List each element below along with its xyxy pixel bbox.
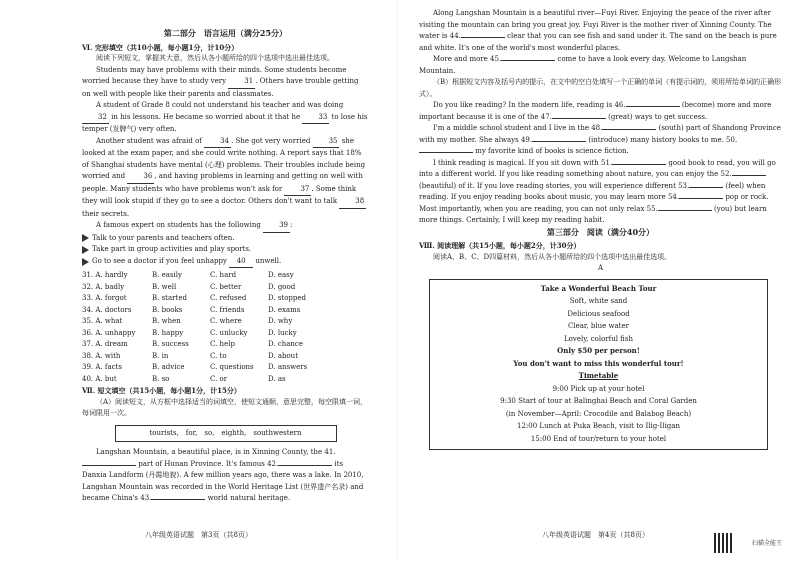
blank-54 [679,198,723,199]
blank-51 [612,164,666,165]
scanner-watermark: 扫描全能王 [751,539,782,547]
arrow-icon [82,246,89,254]
option-row: 31. A. hardly B. easily C. hard D. easy [82,271,294,279]
schedule-item: 12:00 Lunch at Puka Beach, visit to Ilig-Iligan [517,422,680,430]
section-title: 第二部分 语言运用（满分25分） [163,28,288,38]
blank-55 [658,210,712,211]
schedule-item: 9:30 Start of tour at Balinghai Beach and Coral Garden [500,397,697,405]
blank-47 [552,118,606,119]
blank-35: 35 [313,136,340,149]
part2-title: Ⅶ. 短文填空（共15小题，每小题1分，计15分） [82,386,241,395]
cloze-paragraph-3: Another student was afraid of 34 . She got very worried 35 she looked at the exam paper, and she could write nothing. A report says that 18% of Shanghai students have mental (心理) problems. Their troubles include being worried and 36 , and having problems in learning and getting on well with people. Many students who have problems won't ask for 37 . Some think they will look stupid if they go to see a doctor. Others don't want to talk 38 their secrets. [82,136,366,218]
option-row: 34. A. doctors B. books C. friends D. exams [82,305,301,314]
tour-slogan: You don't want to miss this wonderful tour! [513,358,684,368]
cloze-paragraph-1: Students may have problems with their minds. Some students become worried because they have to study very 31 . Others have trouble getting on well with people like their parents and classmates. [82,65,359,98]
langshan-paragraph: Langshan Mountain, a beautiful place, is in Xinning County, the 41. part of Hunan Province. It's famous 42. its Danxia Landform (丹霞地貌). A few million years ago, there was a lake. In 2010, Langshan Mountain was recorded in the World Heritage List (世界遗产名录) and became China's 43. world natural heritage. [82,448,364,502]
option-row: 33. A. forgot B. started C. refused D. stopped [82,294,307,302]
blank-49 [532,141,586,142]
schedule-item: 15:00 End of tour/return to your hotel [530,434,667,443]
advice-bullet-2: Take part in group activities and play sports. [82,244,369,256]
reading-paragraph-3: I think reading is magical. If you sit down with 51. good book to read, you will go into a different world. If you like reading something about nature, you can enjoy the 52. (beautiful) of it. If you love reading stories, you will experience different 53. (feel) when reading. If you enjoy reading books about music, you may learn more 54. pop or rock. Most importantly, when you are reading, you can not only relax 55. (you) but learn more things. Certainly, I will keep my reading habit. [419,158,776,224]
word-box: tourists, for, so, eighth, southwestern [115,425,337,443]
blank-39: 39 [263,220,290,233]
part8-title: Ⅷ. 阅读理解（共15小题，每小题2分，计30分） [419,241,581,250]
page-footer: 八年级英语试题 第4页（共8页） [542,530,649,539]
blank-41 [82,465,136,466]
option-row: 38. A. with B. in C. to D. about [82,351,299,360]
blank-48 [602,129,656,130]
arrow-icon [82,258,89,266]
tourists-paragraph: More and more 45. come to have a look every day. Welcome to Langshan Mountain. [419,55,747,75]
advice-bullet-1: Talk to your parents and teachers often. [82,233,369,245]
reading-paragraph-2: I'm a middle school student and I live in the 48. (south) part of Shandong Province with my mother. She always 49. (introduce) many history books to me. 50. my favorite kind of books is science fiction. [419,124,781,155]
blank-33: 33 [302,112,329,125]
cloze-paragraph-4: A famous expert on students has the following 39 : [82,220,369,233]
tour-feature: Delicious seafood [567,309,630,318]
options-list [82,270,369,385]
part1-instruction: 阅读下列短文，掌握其大意，然后从各小题所给的四个选项中选出最佳选项。 [96,54,334,62]
blank-38: 38 [339,196,366,209]
page-4 [397,0,794,561]
blank-32: 32 [82,112,109,125]
blank-40: 40 [229,256,253,269]
qr-code-icon [714,533,734,553]
blank-53 [689,187,723,188]
part8-instruction: 阅读A、B、C、D四篇材料，然后从各小题所给的四个选项中选出最佳选项。 [433,252,672,261]
option-row: 32. A. badly B. well C. better D. good [82,282,296,291]
reading-paragraph-1: Do you like reading? In the modern life, reading is 46. (become) more and more important because it is one of the 47. (great) ways to get success. [419,101,772,121]
option-row: 37. A. dream B. success C. help D. chance [82,340,303,348]
blank-45 [501,60,555,61]
blank-46 [626,106,680,107]
fuyi-paragraph: Along Langshan Mountain is a beautiful river—Fuyi River. Enjoying the peace of the river after visiting the mountain can bring you great joy. Fuyi River is the mother river of Xinning County. The water is 44. clear that you can see fish and sand under it. The sand on the beach is pure and white. It's one of the world's most wonderful places. [419,9,777,52]
option-row: 40. A. but B. so C. or D. as [82,374,286,383]
blank-37: 37 [284,184,311,197]
tour-feature: Clear, blue water [567,322,629,330]
blank-42 [278,465,332,466]
blank-52 [732,175,766,176]
arrow-icon [82,234,89,242]
blank-50 [419,152,473,153]
passage-a-label: A [597,264,604,272]
schedule-item: (in November—April: Crocodile and Balabog Beach) [505,409,692,418]
part-b-instruction: （B）根据短文内容及括号内的提示，在文中的空白处填写一个正确的单词（有提示词的，须用所给单词的正确形式）。 [419,78,782,98]
option-row: 39. A. facts B. advice C. questions D. answers [82,363,308,371]
blank-34: 34 [204,136,231,149]
blank-31: 31 [228,76,255,89]
timetable-heading: Timetable [578,371,619,380]
advice-bullet-3: Go to see a doctor if you feel unhappy 40 unwell. [82,256,369,269]
part1-title: Ⅵ. 完形填空（共10小题，每小题1分，计10分） [82,42,239,52]
tour-price: Only $50 per person! [557,346,640,355]
option-row: 35. A. what B. when C. where D. why [82,317,293,325]
page-footer: 八年级英语试题 第3页（共8页） [145,530,252,539]
part2-a-instruction: （A）阅读短文，从方框中选择适当的词填空，使短文通顺，意思完整，每空限填一词，每词限用一次。 [82,397,368,417]
option-row: 36. A. unhappy B. happy C. unlucky D. lucky [82,328,297,337]
section3-title: 第三部分 阅读（满分40分） [546,226,655,237]
cloze-paragraph-2: A student of Grade 8 could not understand his teacher and was doing 32 in his lessons. He became so worried about it that he 33 to lose his temper (发脾气) very often. [82,101,368,133]
blank-36: 36 [127,171,154,184]
tour-title: Take a Wonderful Beach Tour [540,283,657,293]
tour-feature: Soft, white sand [569,297,628,305]
blank-44 [461,37,505,38]
blank-43 [151,499,205,500]
beach-tour-ad [429,279,768,451]
schedule-item: 9:00 Pick up at your hotel [552,384,645,393]
tour-feature: Lovely, colorful fish [564,334,633,343]
